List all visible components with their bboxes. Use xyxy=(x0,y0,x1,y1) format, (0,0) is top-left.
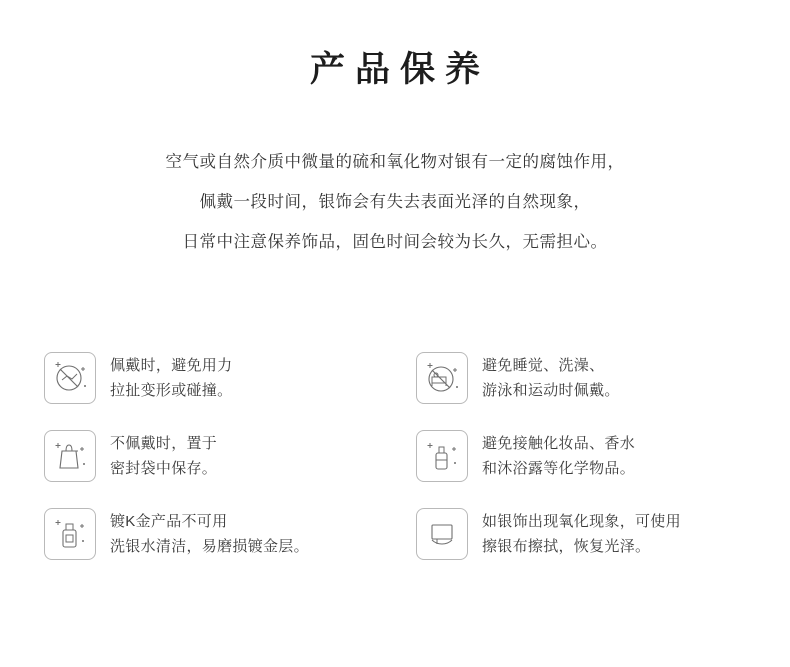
care-tip-text xyxy=(482,352,620,403)
intro-line: 空气或自然介质中微量的硫和氧化物对银有一定的腐蚀作用， xyxy=(165,153,625,171)
care-tip-line: 镀K金产品不可用 xyxy=(110,513,228,530)
page-title: 产品保养 xyxy=(309,50,490,89)
care-tip-line: 如银饰出现氧化现象，可使用 xyxy=(482,513,681,530)
care-tip-text xyxy=(482,430,635,481)
care-tip-line: 佩戴时，避免用力 xyxy=(110,357,233,374)
care-tip xyxy=(416,352,746,430)
care-tips-grid xyxy=(44,352,746,586)
no-cosmetics-icon xyxy=(416,430,468,482)
care-tip-line: 不佩戴时，置于 xyxy=(110,435,218,452)
care-tip xyxy=(44,352,416,430)
product-care-page xyxy=(0,42,790,667)
no-sleeping-bathing-icon xyxy=(416,352,468,404)
care-tip-line: 避免睡觉、洗澡、 xyxy=(482,357,605,374)
care-tip xyxy=(416,508,746,586)
care-tip-line: 避免接触化妆品、香水 xyxy=(482,435,636,452)
no-silver-cleaner-icon xyxy=(44,508,96,560)
intro-line: 日常中注意保养饰品，固色时间会较为长久，无需担心。 xyxy=(182,233,608,251)
care-tip-text xyxy=(110,508,309,559)
care-tip-line: 游泳和运动时佩戴。 xyxy=(482,382,620,399)
sealed-bag-icon xyxy=(44,430,96,482)
care-tip-line: 洗银水清洁，易磨损镀金层。 xyxy=(110,538,309,555)
care-tip xyxy=(416,430,746,508)
care-tip-text xyxy=(110,430,217,481)
care-tip-text xyxy=(482,508,681,559)
no-pulling-icon xyxy=(44,352,96,404)
care-tip-line: 拉扯变形或碰撞。 xyxy=(110,382,233,399)
intro-paragraph xyxy=(0,142,790,262)
care-tip-line: 擦银布擦拭，恢复光泽。 xyxy=(482,538,651,555)
silver-cloth-icon xyxy=(416,508,468,560)
care-tip-line: 和沐浴露等化学物品。 xyxy=(482,460,636,477)
care-tip xyxy=(44,430,416,508)
care-tip xyxy=(44,508,416,586)
care-tip-line: 密封袋中保存。 xyxy=(110,460,218,477)
intro-line: 佩戴一段时间，银饰会有失去表面光泽的自然现象， xyxy=(199,193,591,211)
care-tip-text xyxy=(110,352,232,403)
